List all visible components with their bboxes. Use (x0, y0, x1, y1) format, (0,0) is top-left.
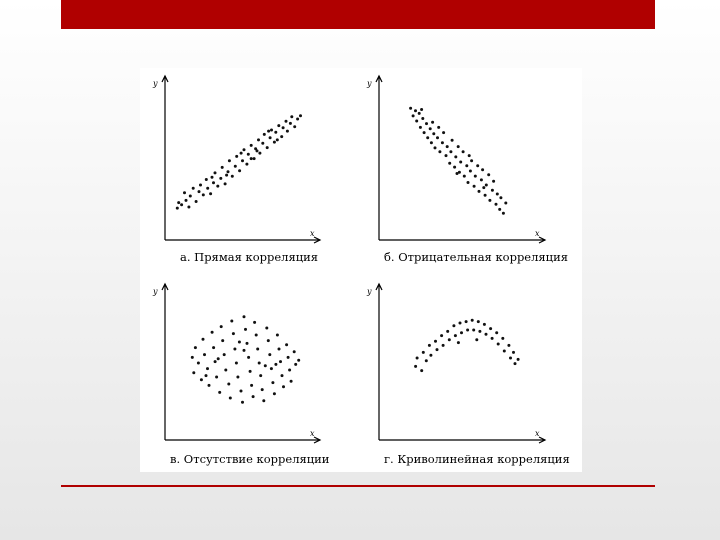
data-point (267, 339, 270, 342)
data-point (451, 139, 454, 142)
data-point (288, 369, 291, 372)
data-point (211, 176, 214, 179)
data-point (212, 346, 215, 349)
data-point (232, 332, 235, 335)
data-point (491, 189, 494, 192)
data-point (419, 126, 422, 129)
data-point (247, 153, 250, 156)
data-point (425, 122, 428, 125)
data-point (282, 385, 285, 388)
data-point (221, 166, 224, 169)
data-point (236, 376, 239, 379)
data-point (495, 203, 498, 206)
data-point (228, 159, 231, 162)
data-point (256, 149, 259, 152)
data-point (468, 154, 471, 157)
data-point (445, 154, 448, 157)
data-point (252, 395, 255, 398)
data-point (220, 325, 223, 328)
data-point (412, 114, 415, 117)
data-point (512, 351, 515, 354)
data-point (290, 115, 293, 118)
data-point (457, 341, 460, 344)
data-point (277, 124, 280, 127)
data-point (442, 344, 445, 347)
data-point (420, 108, 423, 111)
data-point (258, 362, 261, 365)
data-point (176, 207, 179, 210)
data-point (507, 344, 510, 347)
data-point (261, 142, 264, 145)
data-point (420, 369, 423, 372)
y-axis-label: y (153, 79, 158, 88)
data-point (414, 109, 417, 112)
data-point (229, 397, 232, 400)
data-point (467, 181, 470, 184)
data-point (438, 150, 441, 153)
data-point (446, 330, 449, 333)
chart-caption: б. Отрицательная корреляция (384, 250, 568, 264)
data-point (227, 170, 230, 173)
data-point (285, 120, 288, 123)
x-axis-label: x (310, 229, 315, 238)
data-point (437, 126, 440, 129)
chart-caption: а. Прямая корреляция (180, 250, 319, 264)
data-point (418, 112, 421, 115)
data-point (488, 199, 491, 202)
data-point (426, 136, 429, 139)
data-point (469, 170, 472, 173)
data-point (293, 125, 296, 128)
data-point (187, 206, 190, 209)
data-point (189, 195, 192, 198)
data-point (430, 141, 433, 144)
data-point (263, 133, 266, 136)
data-point (293, 350, 296, 353)
data-point (294, 363, 297, 366)
data-point (434, 340, 437, 343)
data-point (503, 350, 506, 353)
data-point (446, 145, 449, 148)
x-axis-label: x (535, 229, 540, 238)
data-point (431, 121, 434, 124)
data-point (259, 374, 262, 377)
data-point (177, 201, 180, 204)
data-point (276, 138, 279, 141)
footer-rule (61, 485, 655, 487)
data-point (474, 175, 477, 178)
data-point (499, 196, 502, 199)
data-point (459, 322, 462, 325)
chart-panel-2 (366, 76, 568, 264)
data-point (256, 348, 259, 351)
data-point (432, 132, 435, 135)
data-point (281, 374, 284, 377)
data-point (442, 131, 445, 134)
data-point (282, 126, 285, 129)
data-point (206, 187, 209, 190)
data-point (465, 320, 468, 323)
data-point (245, 163, 248, 166)
data-point (299, 114, 302, 117)
data-point (274, 363, 277, 366)
data-point (249, 370, 252, 373)
data-point (456, 172, 459, 175)
data-point (241, 159, 244, 162)
data-point (267, 130, 270, 133)
scatter-plots-svg (140, 68, 582, 472)
data-point (478, 330, 481, 333)
data-point (425, 359, 428, 362)
data-point (266, 146, 269, 149)
y-axis-label: y (153, 287, 158, 296)
data-point (224, 369, 227, 372)
data-point (457, 145, 460, 148)
data-point (274, 131, 277, 134)
data-point (416, 357, 419, 360)
data-point (217, 357, 220, 360)
data-point (235, 362, 238, 365)
data-point (203, 353, 206, 356)
data-point (261, 388, 264, 391)
data-point (485, 184, 488, 187)
chart-panel-1 (152, 76, 320, 264)
data-point (422, 351, 425, 354)
data-point (250, 144, 253, 147)
y-axis-label: y (367, 79, 372, 88)
chart-caption: г. Криволинейная корреляция (384, 452, 570, 466)
data-point (429, 127, 432, 130)
data-point (423, 131, 426, 134)
data-point (218, 391, 221, 394)
data-point (497, 343, 500, 346)
data-point (428, 344, 431, 347)
data-point (471, 319, 474, 322)
data-point (289, 122, 292, 125)
data-point (296, 118, 299, 121)
data-point (441, 141, 444, 144)
data-point (481, 168, 484, 171)
data-point (484, 194, 487, 197)
data-point (219, 177, 222, 180)
data-point (197, 362, 200, 365)
correlation-figure (140, 68, 582, 472)
data-point (227, 383, 230, 386)
data-point (202, 193, 205, 196)
data-point (504, 202, 507, 205)
data-point (234, 165, 237, 168)
data-point (491, 337, 494, 340)
data-point (498, 208, 501, 211)
data-point (258, 152, 261, 155)
data-point (192, 371, 195, 374)
data-point (247, 356, 250, 359)
chart-caption: в. Отсутствие корреляции (170, 452, 330, 466)
data-point (466, 329, 469, 332)
data-point (278, 348, 281, 351)
data-point (224, 182, 227, 185)
data-point (429, 354, 432, 357)
data-point (215, 376, 218, 379)
data-point (180, 203, 183, 206)
data-point (473, 185, 476, 188)
data-point (241, 401, 244, 404)
data-point (221, 339, 224, 342)
data-point (230, 320, 233, 323)
data-point (268, 353, 271, 356)
data-point (482, 186, 485, 189)
data-point (463, 175, 466, 178)
data-point (233, 348, 236, 351)
data-point (235, 155, 238, 158)
data-point (297, 359, 300, 362)
data-point (185, 199, 188, 202)
data-point (415, 120, 418, 123)
data-point (243, 148, 246, 151)
data-point (509, 357, 512, 360)
x-axis-label: x (310, 429, 315, 438)
data-point (501, 337, 504, 340)
data-point (285, 343, 288, 346)
data-point (183, 191, 186, 194)
data-point (214, 171, 217, 174)
data-point (465, 164, 468, 167)
data-point (452, 324, 455, 327)
data-point (192, 187, 195, 190)
data-point (460, 331, 463, 334)
data-point (495, 331, 498, 334)
data-point (475, 338, 478, 341)
data-point (448, 162, 451, 165)
data-point (212, 181, 215, 184)
data-point (502, 212, 505, 215)
data-point (440, 334, 443, 337)
data-point (273, 141, 276, 144)
data-point (414, 365, 417, 368)
title-bar-accent (61, 0, 655, 29)
data-point (243, 349, 246, 352)
data-point (409, 107, 412, 110)
data-point (517, 358, 520, 361)
data-point (454, 155, 457, 158)
data-point (470, 159, 473, 162)
data-point (492, 180, 495, 183)
data-point (205, 374, 208, 377)
data-point (202, 338, 205, 341)
data-point (262, 399, 265, 402)
data-point (253, 157, 256, 160)
data-point (485, 333, 488, 336)
data-point (280, 135, 283, 138)
chart-panel-3 (152, 284, 330, 466)
data-point (477, 320, 480, 323)
data-point (462, 150, 465, 153)
data-point (514, 362, 517, 365)
data-point (436, 348, 439, 351)
data-point (231, 175, 234, 178)
data-point (487, 173, 490, 176)
data-point (480, 178, 483, 181)
data-point (209, 192, 212, 195)
data-point (476, 164, 479, 167)
data-point (472, 329, 475, 332)
data-point (276, 334, 279, 337)
chart-panel-4 (366, 284, 570, 466)
data-point (269, 136, 272, 139)
data-point (214, 360, 217, 363)
data-point (195, 200, 198, 203)
data-point (271, 381, 274, 384)
data-point (257, 138, 260, 141)
data-point (478, 190, 481, 193)
data-point (200, 378, 203, 381)
data-point (279, 360, 282, 363)
data-point (240, 152, 243, 155)
data-point (205, 178, 208, 181)
data-point (199, 184, 202, 187)
data-point (449, 150, 452, 153)
data-point (206, 367, 209, 370)
data-point (287, 356, 290, 359)
data-point (264, 364, 267, 367)
x-axis-label: x (535, 429, 540, 438)
data-point (238, 341, 241, 344)
data-point (265, 327, 268, 330)
data-point (434, 146, 437, 149)
data-point (223, 353, 226, 356)
data-point (270, 367, 273, 370)
data-point (454, 334, 457, 337)
data-point (421, 117, 424, 120)
data-point (483, 323, 486, 326)
data-point (270, 129, 273, 132)
data-point (290, 380, 293, 383)
data-point (250, 157, 253, 160)
data-point (211, 331, 214, 334)
data-point (448, 338, 451, 341)
data-point (225, 174, 228, 177)
data-point (489, 327, 492, 330)
data-point (246, 342, 249, 345)
data-point (496, 193, 499, 196)
data-point (194, 346, 197, 349)
y-axis-label: y (367, 287, 372, 296)
data-point (286, 130, 289, 133)
data-point (453, 166, 456, 169)
data-point (198, 190, 201, 193)
data-point (240, 390, 243, 393)
data-point (255, 334, 258, 337)
data-point (191, 356, 194, 359)
data-point (244, 328, 247, 331)
data-point (250, 384, 253, 387)
data-point (459, 161, 462, 164)
data-point (216, 185, 219, 188)
data-point (208, 384, 211, 387)
data-point (253, 321, 256, 324)
data-point (243, 315, 246, 318)
data-point (273, 392, 276, 395)
data-point (238, 169, 241, 172)
data-point (436, 136, 439, 139)
